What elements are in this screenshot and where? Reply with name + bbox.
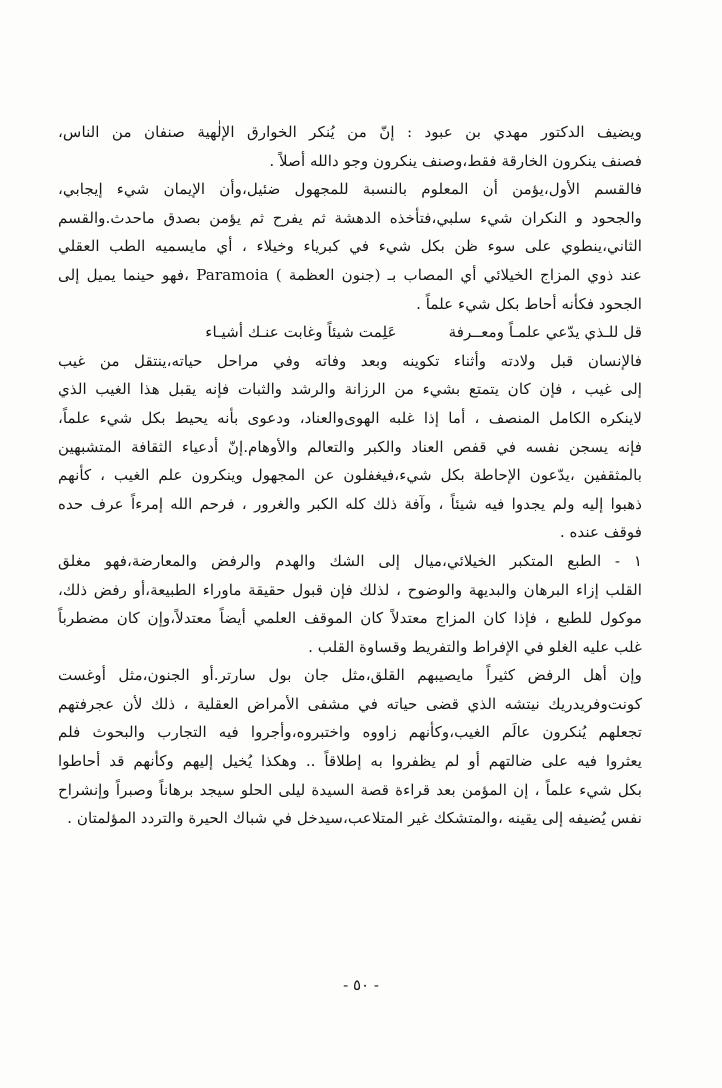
paragraph-2	[58, 175, 664, 318]
page-number: - ٥٠ -	[343, 976, 379, 994]
text-line: فصنف ينكرون الخارقة فقط،وصنف ينكرون وجو دالله أصلاً .	[269, 151, 642, 170]
text-line: يعثروا فيه على ضالتهم أو لم يظفروا به إطلاقاً .. وهكذا يُخيل إليهم وكأنهم قد أحاطوا	[58, 752, 642, 771]
text-line: القلب إزاء البرهان والبديهة والوضوح ، لذلك فإن قبول حقيقة ماوراء الطبيعة،أو رفض ذلك،	[58, 580, 642, 599]
verse-first-hemistich: قل للـذي يدّعي علمـاً ومعــرفة	[448, 323, 642, 342]
text-line: إلى غيب ، فإن كان يتمتع بشيء من الرزانة والرشد والثبات فإنه يقبل هذا الغيب الذي	[58, 380, 642, 399]
text-line: عند ذوي المزاج الخيلائي أي المصاب بـ (جنون العظمة ) Paramoia ،فهو حينما يميل إلى	[58, 265, 642, 284]
text-line: ذهبوا إليه ولم يجدوا فيه شيئاً ، وآفة ذلك كله الكبر والغرور ، فرحم الله إمرءاً عرف حده	[58, 494, 642, 513]
text-line: لاينكره الكامل المنصف ، أما إذا غلبه الهوى‌والعناد، ودعوى بأنه يحيط بكل شيء علماً،	[58, 408, 642, 427]
paragraph-5	[58, 661, 664, 833]
body-text	[58, 118, 664, 833]
text-line: موكول للطبع ، فإذا كان المزاج معتدلاً كان الموقف العلمي أيضاً معتدلاً،وإن كان مضطرباً	[58, 609, 642, 628]
text-line: فالقسم الأول،يؤمن أن المعلوم بالنسبة للمجهول ضئيل،وأن الإيمان شيء إيجابي،	[58, 180, 642, 199]
text-line: فإنه يسجن نفسه في قفص العناد والكبر والتعالم والأوهام.إنّ أدعياء الثقافة المتشبهين	[58, 437, 642, 456]
text-line: فالإنسان قبل ولادته وأثناء تكوينه وبعد وفاته وفي مراحل حياته،ينتقل من غيب	[58, 351, 642, 370]
text-line: فوقف عنده .	[559, 523, 642, 542]
text-line: بكل شيء علماً ، إن المؤمن بعد قراءة قصة السيدة ليلى الحلو سيجد برهاناً وصبراً وإنشراح	[58, 780, 642, 799]
text-line: وإن أهل الرفض كثيراً مايصيبهم القلق،مثل جان بول سارتر.أو الجنون،مثل أوغست	[58, 666, 642, 685]
text-line: ١ - الطبع المتكبر الخيلائي،ميال إلى الشك والهدم والرفض والمعارضة،فهو مغلق	[58, 551, 642, 570]
text-line: والجحود و النكران شيء سلبي،فتأخذه الدهشة ثم يفرح ثم يؤمن بصدق ماحدث.والقسم	[58, 208, 642, 227]
verse-second-hemistich: عَلِمت شيئاً وغابت عنـك أشيـاء	[205, 323, 397, 342]
text-line: كونت‌وفريدريك نيتشه الذي قضى حياته في مشفى الأمراض العقلية ، ذلك لأن عجرفتهم	[58, 694, 642, 713]
text-line: غلب عليه الغلو في الإفراط والتفريط وقساوة القلب .	[308, 637, 642, 656]
text-line: الجحود فكأنه أحاط بكل شيء علماً .	[416, 294, 642, 313]
paragraph-4	[58, 547, 664, 661]
text-line: تجعلهم يُنكرون عالَم الغيب،وكأنهم زاووه واختبروه،وأجروا فيه التجارب والبحوث فلم	[58, 723, 642, 742]
text-line: نفس يُضيفه إلى يقينه ،والمتشكك غير المتلاعب،سيدخل في شباك الحيرة والتردد المؤلمتان .	[67, 809, 642, 828]
text-line: بالمثقفين ،يدّعون الإحاطة بكل شيء،فيغفلون عن المجهول وينكرون علم الغيب ، كأنهم	[58, 466, 642, 485]
paragraph-1	[58, 118, 664, 175]
paragraph-3	[58, 347, 664, 547]
text-line: الثاني،ينطوي على سوء ظن بكل شيء في كبرياء وخيلاء ، أي مايسميه الطب العقلي	[58, 237, 642, 256]
poetry-verse	[58, 318, 664, 347]
text-line: ويضيف الدكتور مهدي بن عبود : إنّ من يُنكر الخوارق الإلٰهية صنفان من الناس،	[58, 123, 642, 141]
